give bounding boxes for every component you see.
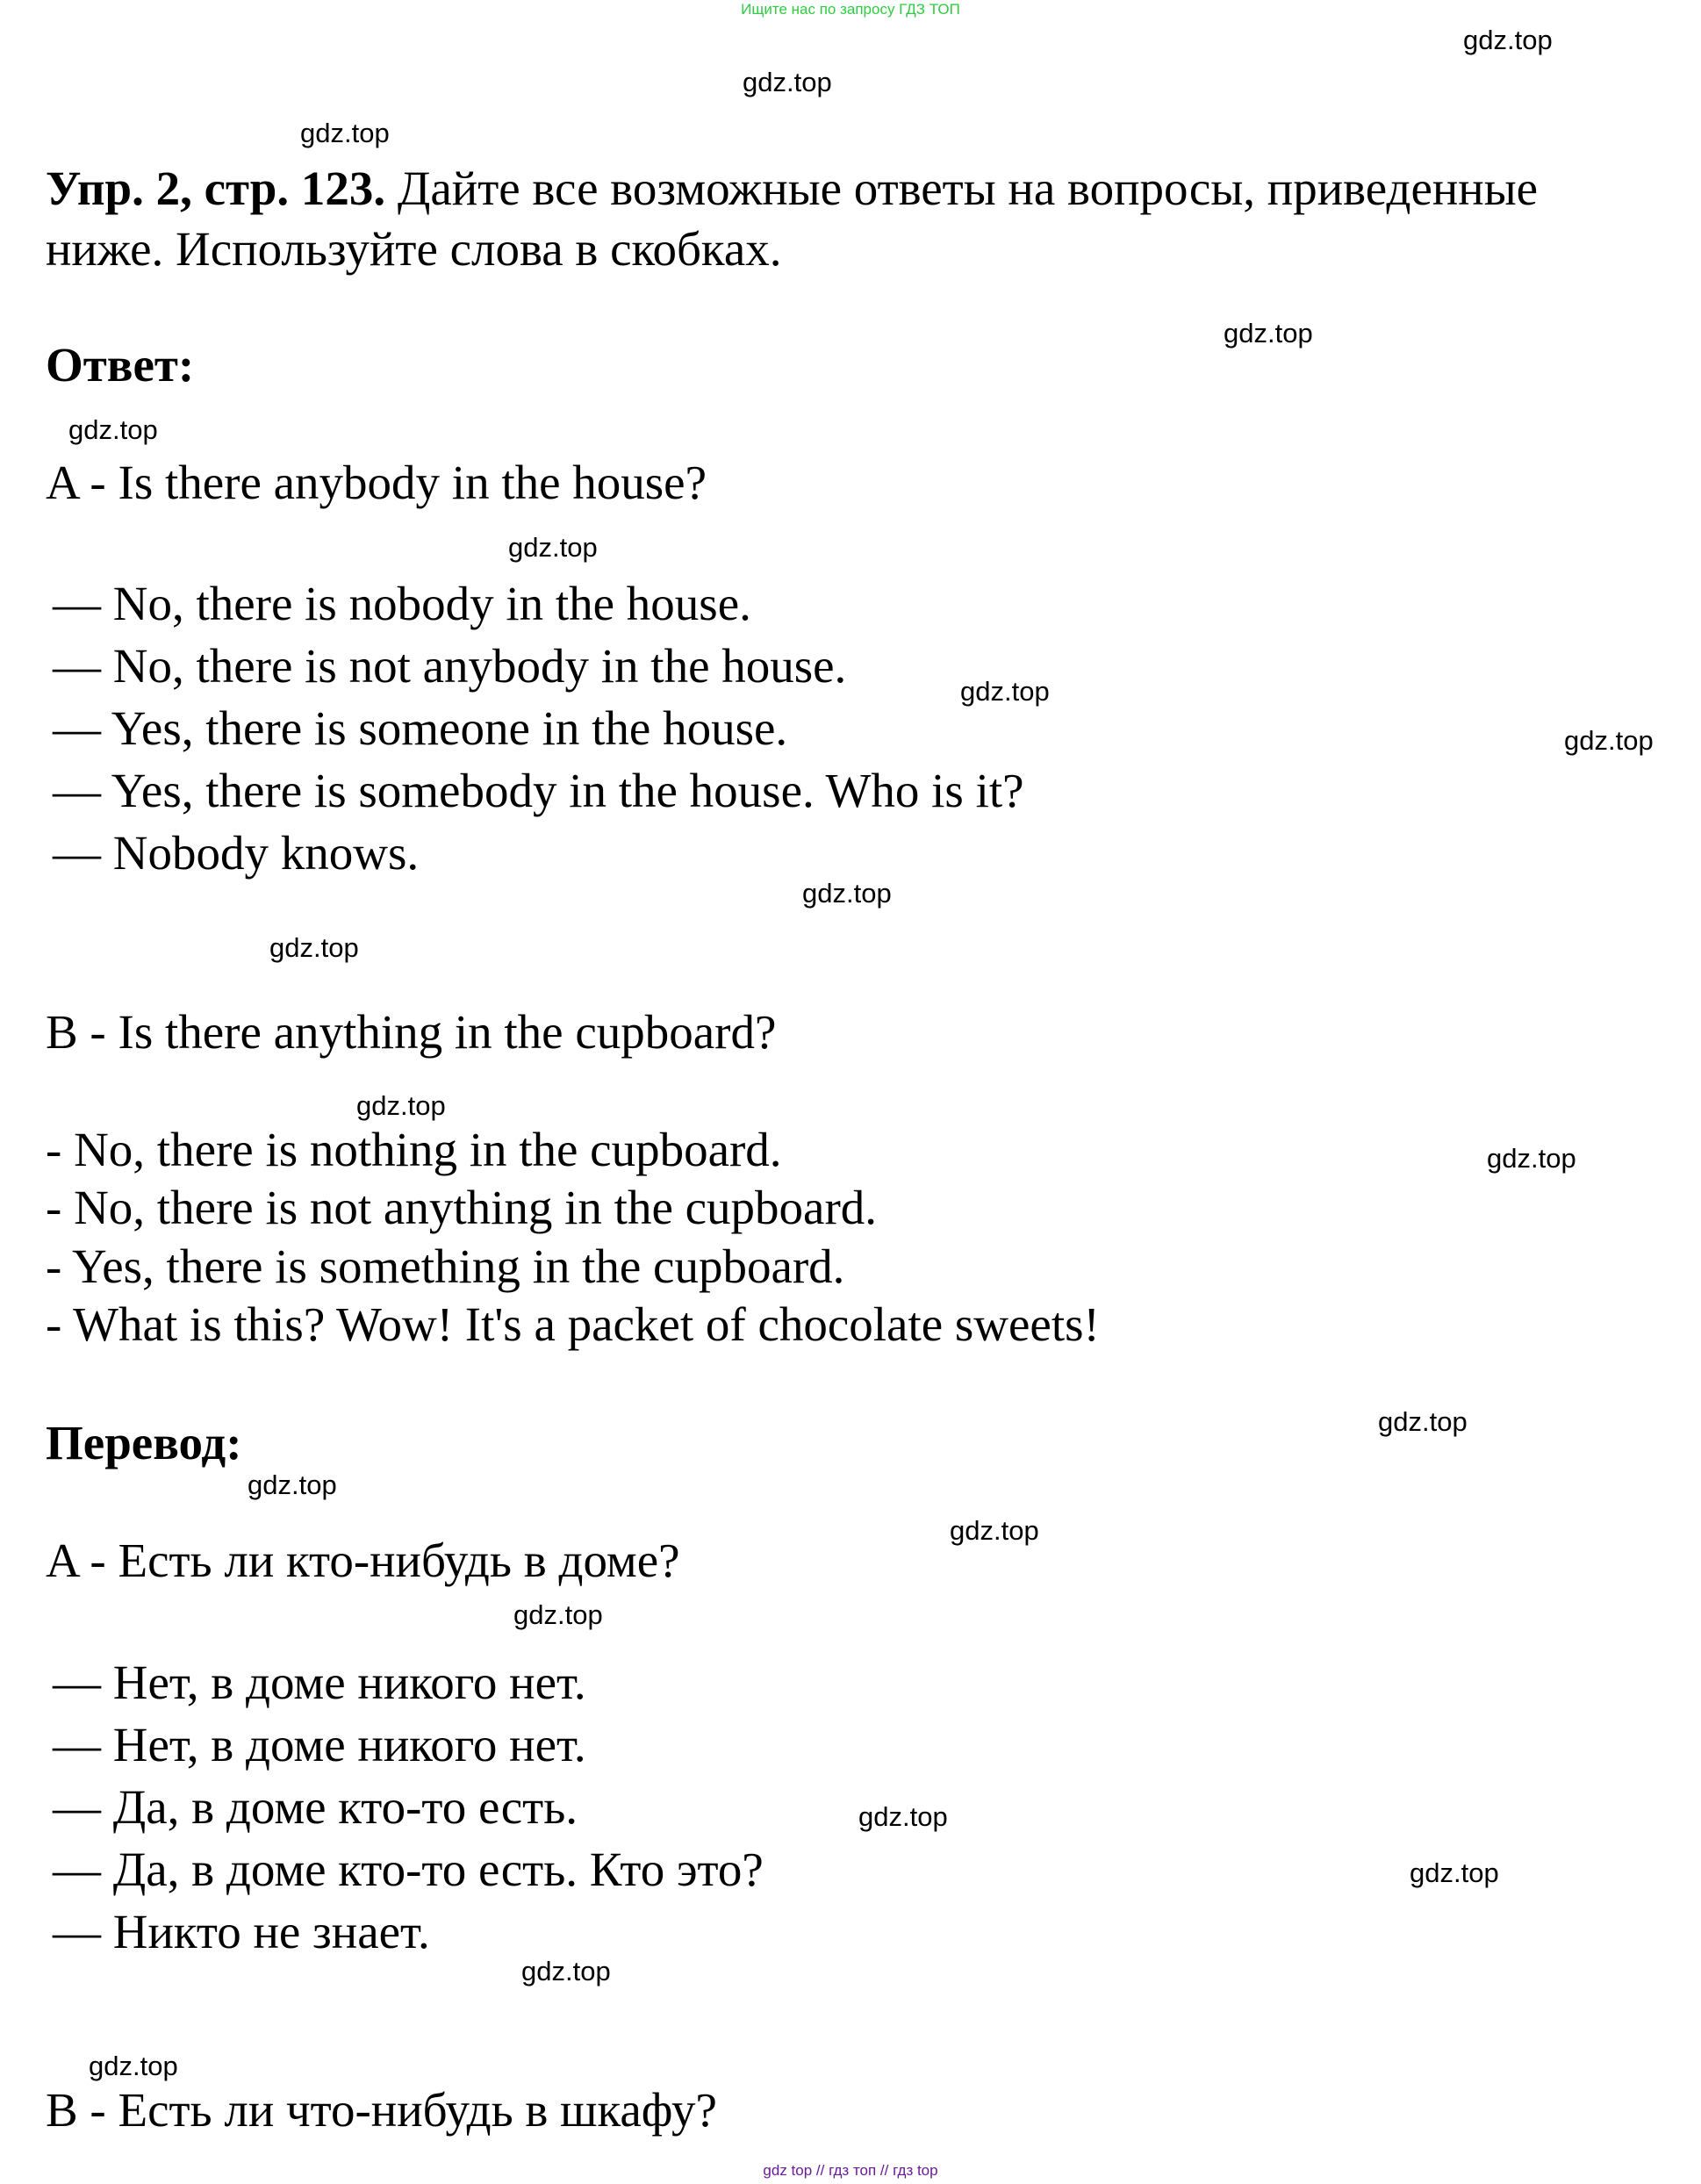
- top-banner: Ищите нас по запросу ГДЗ ТОП: [741, 1, 960, 18]
- watermark: gdz.top: [356, 1090, 446, 1121]
- answer-a-line: — Yes, there is somebody in the house. Who is it?: [53, 764, 1024, 817]
- translation-a-line: — Да, в доме кто-то есть. Кто это?: [53, 1843, 764, 1896]
- watermark: gdz.top: [300, 118, 390, 148]
- answer-heading: Ответ:: [46, 338, 195, 392]
- watermark: gdz.top: [960, 676, 1050, 707]
- translation-a-question: A - Есть ли кто-нибудь в доме?: [46, 1534, 680, 1587]
- watermark: gdz.top: [68, 414, 158, 445]
- answer-a-line: — No, there is nobody in the house.: [53, 577, 751, 630]
- answer-b-question: B - Is there anything in the cupboard?: [46, 1005, 777, 1059]
- translation-heading: Перевод:: [46, 1416, 242, 1469]
- translation-a-line: — Никто не знает.: [53, 1905, 430, 1958]
- watermark: gdz.top: [248, 1469, 337, 1500]
- watermark: gdz.top: [1463, 25, 1553, 55]
- watermark: gdz.top: [1564, 725, 1654, 756]
- answer-b-line: - No, there is nothing in the cupboard.: [46, 1123, 782, 1176]
- watermark: gdz.top: [802, 878, 892, 909]
- watermark: gdz.top: [521, 1956, 611, 1986]
- answer-a-line: — Nobody knows.: [53, 826, 420, 880]
- watermark: gdz.top: [89, 2051, 178, 2081]
- translation-a-line: — Нет, в доме никого нет.: [53, 1656, 586, 1709]
- watermark: gdz.top: [858, 1801, 948, 1832]
- answer-b-line: - No, there is not anything in the cupboard.: [46, 1181, 878, 1234]
- answer-a-line: — No, there is not anybody in the house.: [53, 639, 847, 693]
- task-text: Дайте все возможные ответы на вопросы, приведенные ниже. Используйте слова в скобках.: [46, 162, 1539, 276]
- task-statement: [46, 158, 1661, 279]
- answer-a-question: A - Is there anybody in the house?: [46, 456, 707, 509]
- watermark: gdz.top: [743, 67, 832, 97]
- watermark: gdz.top: [1410, 1857, 1499, 1888]
- answer-b-line: - What is this? Wow! It's a packet of chocolate sweets!: [46, 1297, 1100, 1351]
- footer: gdz top // гдз топ // гдз top: [763, 2162, 938, 2179]
- watermark: gdz.top: [950, 1515, 1039, 1546]
- answer-a-line: — Yes, there is someone in the house.: [53, 701, 788, 755]
- watermark: gdz.top: [1378, 1406, 1468, 1437]
- watermark: gdz.top: [513, 1599, 603, 1630]
- translation-b-question: B - Есть ли что-нибудь в шкафу?: [46, 2083, 717, 2137]
- translation-a-line: — Нет, в доме никого нет.: [53, 1718, 586, 1771]
- task-title: Упр. 2, стр. 123.: [46, 162, 386, 215]
- translation-a-line: — Да, в доме кто-то есть.: [53, 1780, 578, 1834]
- answer-b-line: - Yes, there is something in the cupboard.: [46, 1239, 845, 1293]
- watermark: gdz.top: [1487, 1143, 1576, 1174]
- watermark: gdz.top: [508, 532, 598, 563]
- watermark: gdz.top: [1224, 318, 1313, 348]
- watermark: gdz.top: [269, 932, 359, 963]
